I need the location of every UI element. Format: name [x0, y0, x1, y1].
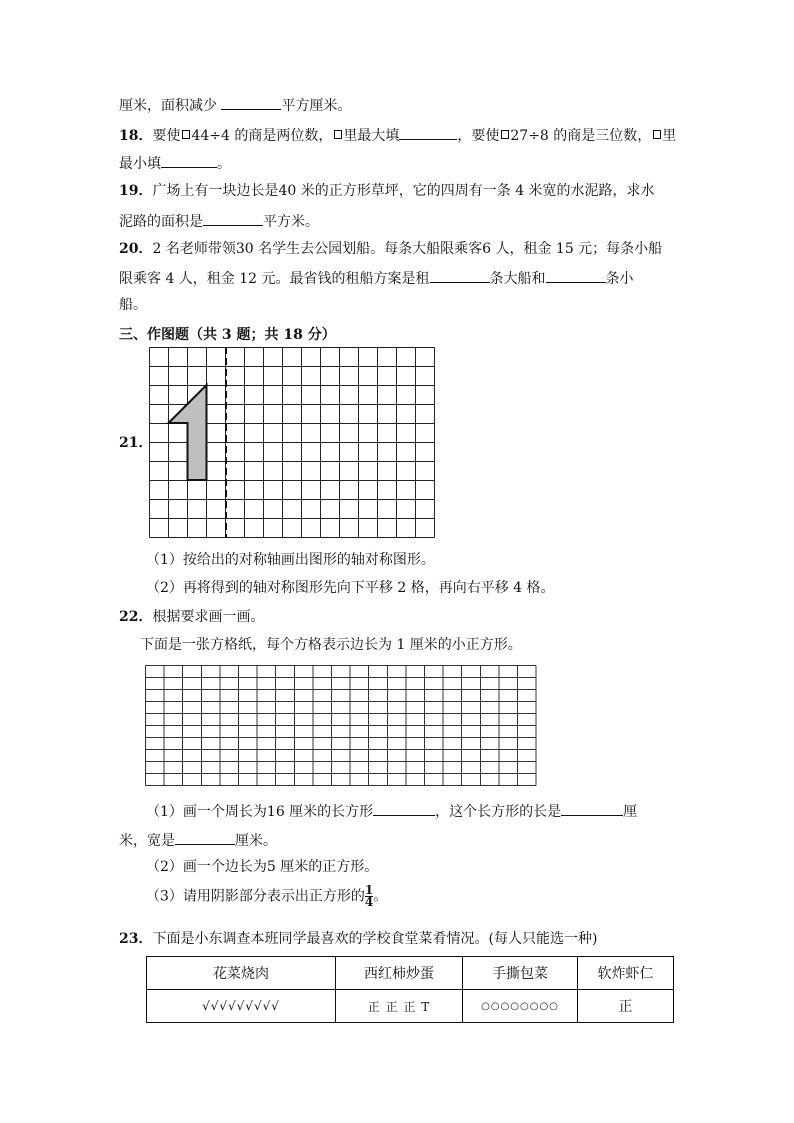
section-heading: 三、作图题（共 3 题；共 18 分）	[119, 327, 336, 343]
dish-survey-table	[146, 956, 674, 1023]
question-20-end: 船。	[119, 297, 147, 313]
question-18: 18．要使 44÷4 的商是两位数， 里最大填 ，要使 27÷8 的商是三位数， 里	[119, 125, 676, 145]
table-header: 花菜烧肉	[147, 957, 336, 990]
q22-part-2: （2）画一个边长为5 厘米的正方形。	[146, 859, 379, 875]
question-22: 22．根据要求画一画。	[119, 609, 265, 625]
box-symbol	[653, 130, 661, 139]
question-19-cont: 泥路的面积是 平方米。	[119, 211, 319, 231]
box-symbol	[501, 130, 509, 139]
question-18-cont: 最小填 。	[119, 153, 231, 173]
table-header: 软炸虾仁	[578, 957, 674, 990]
tally-cell: ○○○○○○○○	[463, 990, 578, 1023]
q22-part-3: （3）请用阴影部分表示出正方形的 $\frac{1}{4}$ 。	[146, 883, 388, 909]
table-row	[147, 990, 674, 1023]
fraction-one-quarter: $\frac{1}{4}$	[364, 883, 374, 909]
question-19: 19．广场上有一块边长是40 米的正方形草坪，它的四周有一条 4 米宽的水泥路，求水	[119, 183, 655, 199]
answer-blank[interactable]	[546, 268, 606, 283]
q21-instruction-2: （2）再将得到的轴对称图形先向下平移 2 格，再向右平移 4 格。	[146, 580, 555, 596]
tally-cell: 正 正 正 T	[336, 990, 463, 1023]
table-header: 西红柿炒蛋	[336, 957, 463, 990]
question-21-number: 21．	[119, 435, 153, 451]
answer-blank[interactable]	[161, 153, 217, 168]
tally-cell: √√√√√√√√√	[147, 990, 336, 1023]
answer-blank[interactable]	[373, 801, 435, 816]
answer-blank[interactable]	[221, 95, 281, 110]
tally-cell: 正	[578, 990, 674, 1023]
q21-instruction-1: （1）按给出的对称轴画出图形的轴对称图形。	[146, 552, 435, 568]
question-20: 20．2 名老师带领30 名学生去公园划船。每条大船限乘客6 人，租金 15 元；每条小船	[119, 241, 663, 257]
answer-blank[interactable]	[175, 830, 235, 845]
answer-blank[interactable]	[203, 211, 263, 226]
box-symbol	[182, 130, 190, 139]
answer-blank[interactable]	[399, 125, 457, 140]
box-symbol	[334, 130, 342, 139]
q22-part-1-cont: 米，宽是 厘米。	[119, 830, 277, 850]
question-23: 23．下面是小东调查本班同学最喜欢的学校食堂菜肴情况。(每人只能选一种)	[119, 931, 598, 947]
grid-paper[interactable]	[144, 664, 540, 788]
answer-blank[interactable]	[561, 801, 623, 816]
symmetry-grid[interactable]	[148, 346, 438, 540]
table-header-row	[147, 957, 674, 990]
line-area-decrease: 厘米，面积减少 平方厘米。	[119, 95, 351, 115]
q22-description: 下面是一张方格纸，每个方格表示边长为 1 厘米的小正方形。	[140, 637, 522, 653]
answer-blank[interactable]	[430, 268, 490, 283]
question-20-cont: 限乘客 4 人，租金 12 元。最省钱的租船方案是租 条大船和 条小	[119, 268, 634, 288]
q22-part-1: （1）画一个周长为16 厘米的长方形 ，这个长方形的长是 厘	[146, 801, 637, 821]
table-header: 手撕包菜	[463, 957, 578, 990]
